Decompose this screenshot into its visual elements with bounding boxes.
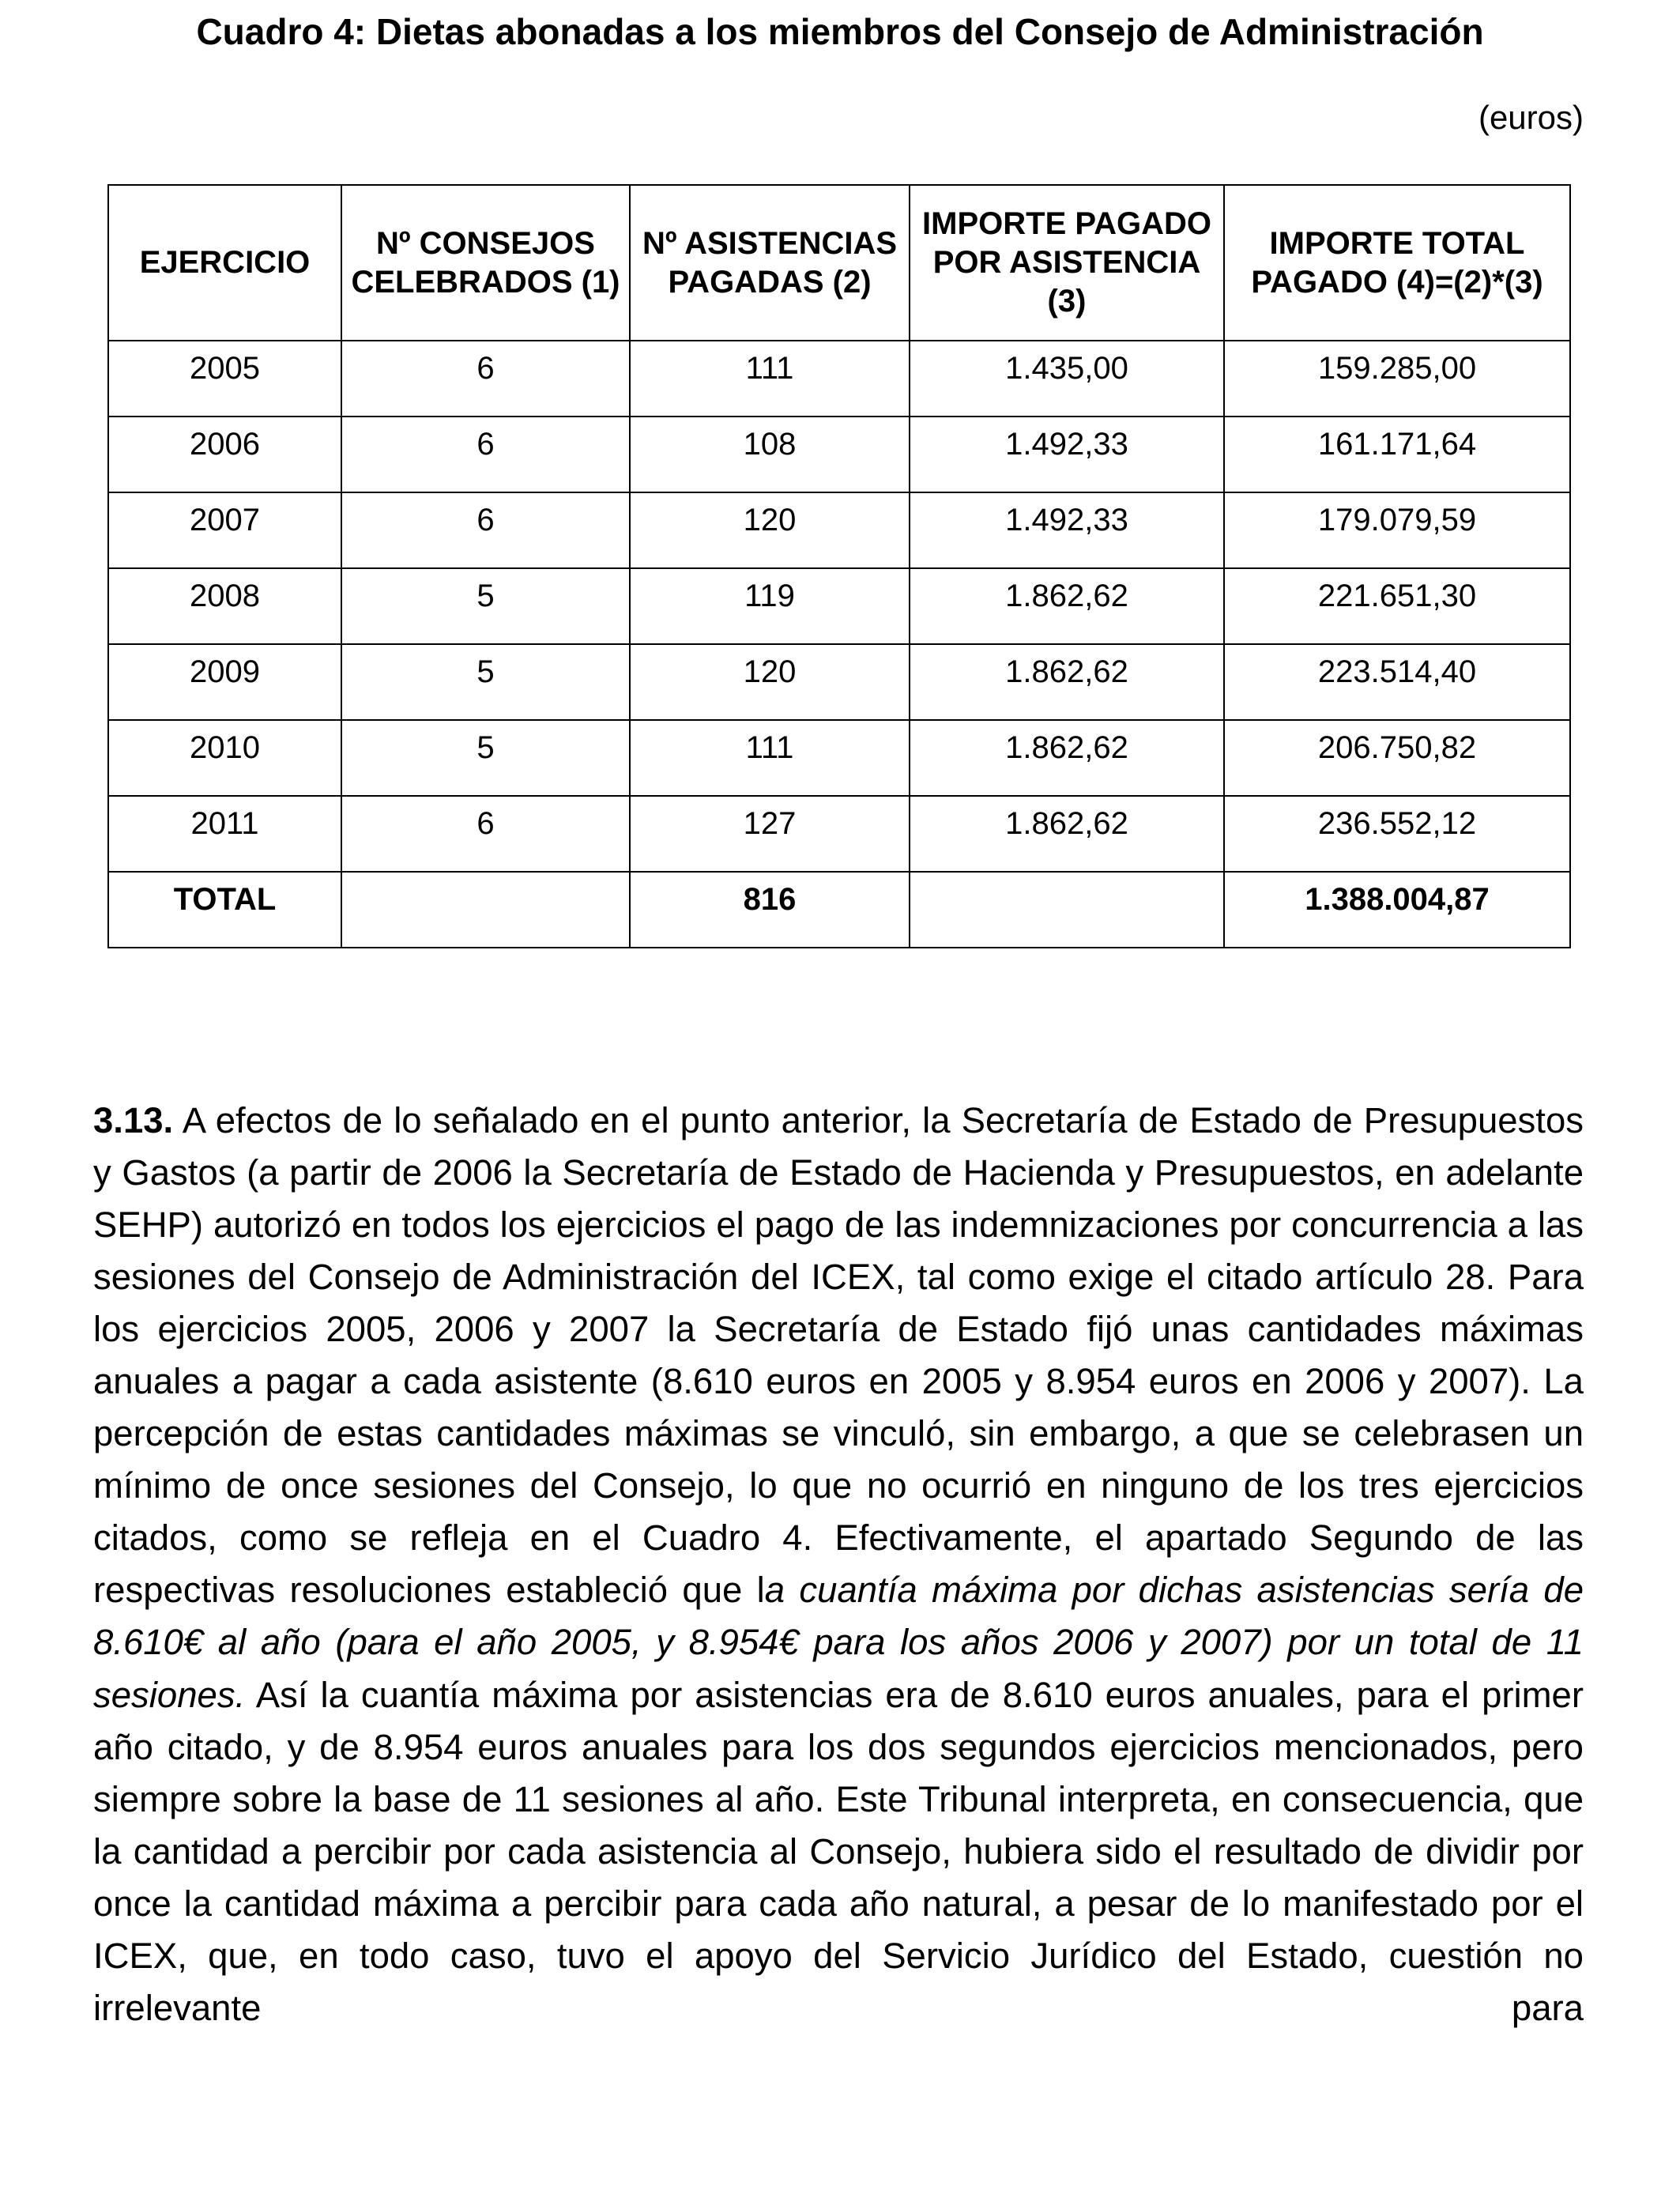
- cell-ejercicio: 2005: [108, 341, 341, 417]
- total-importe-total: 1.388.004,87: [1224, 872, 1570, 948]
- cell-importe-total: 223.514,40: [1224, 644, 1570, 720]
- cell-consejos: 6: [341, 796, 630, 872]
- total-asistencias: 816: [630, 872, 910, 948]
- cell-consejos: 5: [341, 720, 630, 796]
- table-total-row: [108, 872, 1570, 948]
- cell-importe-asistencia: 1.862,62: [910, 644, 1224, 720]
- units-label: (euros): [1478, 99, 1584, 136]
- table-row: [108, 720, 1570, 796]
- paragraph-quote: a cuantía máxima por dichas asistencias sería de 8.610€ al año (para el año 2005, y 8.954€ para los años 2006 y 2007) por un total de 11 sesiones.: [93, 1570, 1584, 1715]
- paragraph-number: 3.13.: [93, 1099, 174, 1140]
- cell-ejercicio: 2011: [108, 796, 341, 872]
- cell-consejos: 5: [341, 644, 630, 720]
- cell-asistencias: 111: [630, 720, 910, 796]
- total-consejos: [341, 872, 630, 948]
- total-importe-asistencia: [910, 872, 1224, 948]
- cell-importe-total: 161.171,64: [1224, 417, 1570, 492]
- table-title: Cuadro 4: Dietas abonadas a los miembros del Consejo de Administración: [196, 11, 1484, 52]
- total-label: TOTAL: [108, 872, 341, 948]
- cell-consejos: 5: [341, 568, 630, 644]
- table-row: [108, 492, 1570, 568]
- cell-ejercicio: 2007: [108, 492, 341, 568]
- cell-consejos: 6: [341, 492, 630, 568]
- table-row: [108, 341, 1570, 417]
- cell-importe-total: 221.651,30: [1224, 568, 1570, 644]
- cell-importe-total: 236.552,12: [1224, 796, 1570, 872]
- cell-asistencias: 120: [630, 644, 910, 720]
- cell-consejos: 6: [341, 341, 630, 417]
- cell-ejercicio: 2010: [108, 720, 341, 796]
- table-row: [108, 417, 1570, 492]
- cell-asistencias: 108: [630, 417, 910, 492]
- cell-importe-total: 179.079,59: [1224, 492, 1570, 568]
- cell-consejos: 6: [341, 417, 630, 492]
- cell-importe-asistencia: 1.862,62: [910, 720, 1224, 796]
- table-row: [108, 568, 1570, 644]
- cell-importe-asistencia: 1.862,62: [910, 796, 1224, 872]
- column-header-importe-asistencia: IMPORTE PAGADO POR ASISTENCIA (3): [910, 185, 1224, 341]
- cell-importe-asistencia: 1.435,00: [910, 341, 1224, 417]
- cell-ejercicio: 2009: [108, 644, 341, 720]
- cell-ejercicio: 2008: [108, 568, 341, 644]
- cell-asistencias: 119: [630, 568, 910, 644]
- paragraph-text-part-1: A efectos de lo señalado en el punto anterior, la Secretaría de Estado de Presupuestos y Gastos (a partir de 2006 la Secretaría de Estado de Hacienda y Presupuestos, en adelante SEHP) autorizó en todos los ejercicios el pago de las indemnizaciones por concurrencia a las sesiones del Consejo de Administración del ICEX, tal como exige el citado artículo 28. Para los ejercicios 2005, 2006 y 2007 la Secretaría de Estado fijó unas cantidades máximas anuales a pagar a cada asistente (8.610 euros en 2005 y 8.954 euros en 2006 y 2007). La percepción de estas cantidades máximas se vinculó, sin embargo, a que se celebrasen un mínimo de once sesiones del Consejo, lo que no ocurrió en ninguno de los tres ejercicios citados, como se refleja en el Cuadro 4. Efectivamente, el apartado Segundo de las respectivas resoluciones estableció que l: [93, 1099, 1584, 1611]
- cell-ejercicio: 2006: [108, 417, 341, 492]
- allowances-table: [107, 184, 1571, 948]
- cell-importe-total: 206.750,82: [1224, 720, 1570, 796]
- cell-importe-total: 159.285,00: [1224, 341, 1570, 417]
- cell-importe-asistencia: 1.862,62: [910, 568, 1224, 644]
- cell-asistencias: 120: [630, 492, 910, 568]
- paragraph-3-13: [93, 1095, 1584, 2035]
- table-row: [108, 644, 1570, 720]
- cell-asistencias: 127: [630, 796, 910, 872]
- column-header-asistencias: Nº ASISTENCIAS PAGADAS (2): [630, 185, 910, 341]
- column-header-importe-total: IMPORTE TOTAL PAGADO (4)=(2)*(3): [1224, 185, 1570, 341]
- table-row: [108, 796, 1570, 872]
- column-header-ejercicio: EJERCICIO: [108, 185, 341, 341]
- cell-importe-asistencia: 1.492,33: [910, 492, 1224, 568]
- cell-asistencias: 111: [630, 341, 910, 417]
- paragraph-text-part-2: Así la cuantía máxima por asistencias era de 8.610 euros anuales, para el primer año citado, y de 8.954 euros anuales para los dos segundos ejercicios mencionados, pero siempre sobre la base de 11 sesiones al año. Este Tribunal interpreta, en consecuencia, que la cantidad a percibir por cada asistencia al Consejo, hubiera sido el resultado de dividir por once la cantidad máxima a percibir para cada año natural, a pesar de lo manifestado por el ICEX, que, en todo caso, tuvo el apoyo del Servicio Jurídico del Estado, cuestión no irrelevante para: [93, 1674, 1584, 2029]
- column-header-consejos: Nº CONSEJOS CELEBRADOS (1): [341, 185, 630, 341]
- table-header-row: [108, 185, 1570, 341]
- cell-importe-asistencia: 1.492,33: [910, 417, 1224, 492]
